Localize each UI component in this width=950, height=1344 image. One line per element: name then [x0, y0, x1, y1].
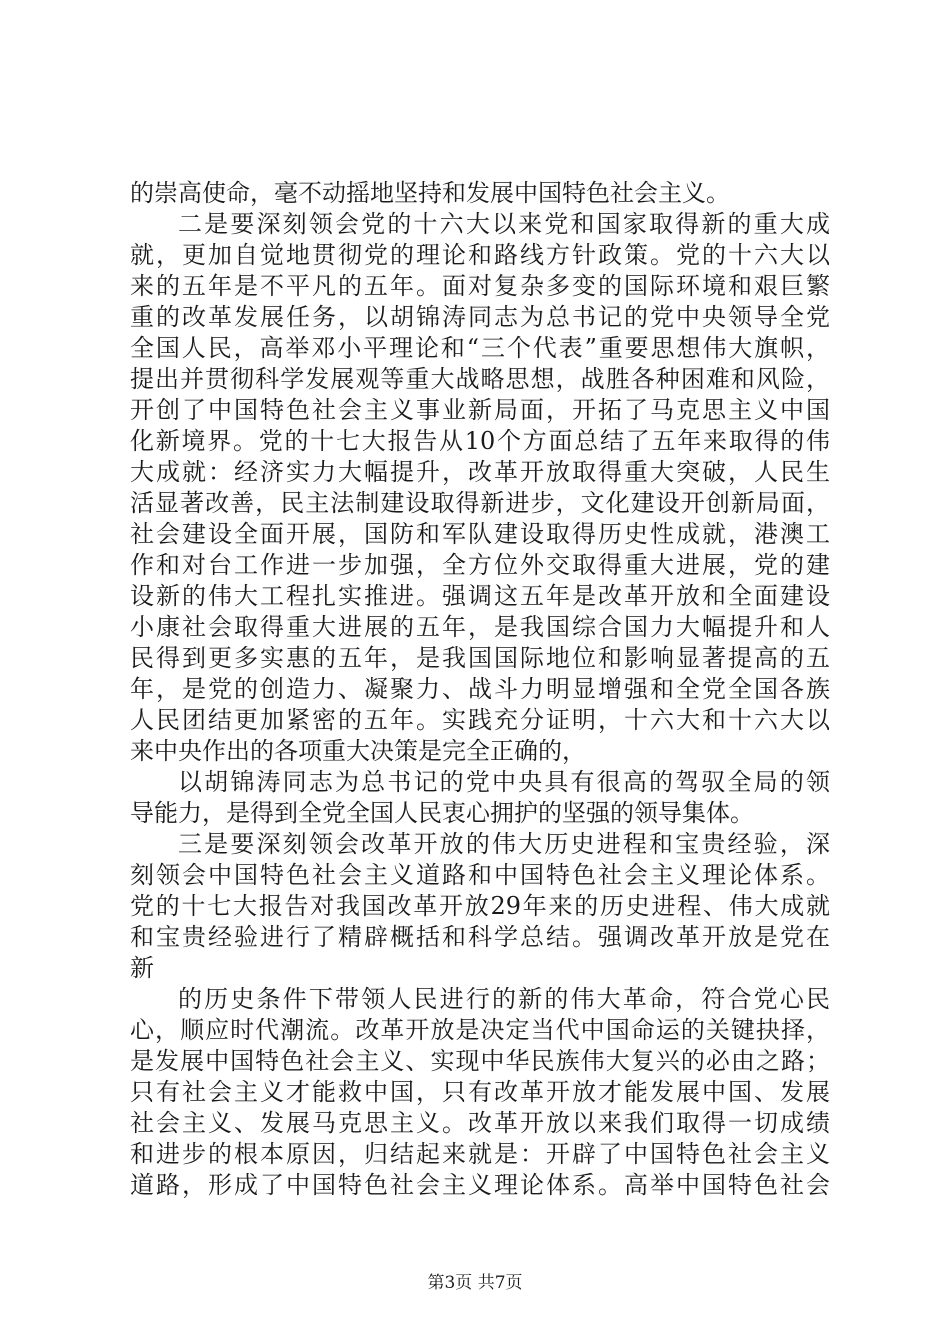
text-line: 的历史条件下带领人民进行的新的伟大革命，符合党心民: [178, 985, 830, 1013]
text-line: 全国人民，高举邓小平理论和“三个代表”重要思想伟大旗帜，: [130, 334, 830, 362]
text-line: 导能力，是得到全党全国人民衷心拥护的坚强的领导集体。: [130, 799, 754, 827]
text-line: 年，是党的创造力、凝聚力、战斗力明显增强和全党全国各族: [130, 675, 830, 703]
text-line: 只有社会主义才能救中国，只有改革开放才能发展中国、发展: [130, 1078, 830, 1106]
text-line: 社会主义、发展马克思主义。改革开放以来我们取得一切成绩: [130, 1109, 830, 1137]
text-line: 大成就：经济实力大幅提升，改革开放取得重大突破，人民生: [130, 458, 830, 486]
text-line: 来的五年是不平凡的五年。面对复杂多变的国际环境和艰巨繁: [130, 272, 830, 300]
text-line: 和进步的根本原因，归结起来就是：开辟了中国特色社会主义: [130, 1140, 830, 1168]
text-line: 和宝贵经验进行了精辟概括和科学总结。强调改革开放是党在: [130, 923, 830, 951]
text-line: 作和对台工作进一步加强，全方位外交取得重大进展，党的建: [130, 551, 830, 579]
text-line: 民得到更多实惠的五年，是我国国际地位和影响显著提高的五: [130, 644, 830, 672]
text-line: 提出并贯彻科学发展观等重大战略思想，战胜各种困难和风险，: [130, 365, 830, 393]
text-line: 道路，形成了中国特色社会主义理论体系。高举中国特色社会: [130, 1171, 830, 1199]
text-line: 社会建设全面开展，国防和军队建设取得历史性成就，港澳工: [130, 520, 830, 548]
page-number-footer: 第3页 共7页: [427, 1273, 523, 1293]
text-line: 二是要深刻领会党的十六大以来党和国家取得新的重大成: [178, 210, 830, 238]
text-line: 小康社会取得重大进展的五年，是我国综合国力大幅提升和人: [130, 613, 830, 641]
text-line: 党的十七大报告对我国改革开放29年来的历史进程、伟大成就: [130, 892, 830, 920]
text-line: 就，更加自觉地贯彻党的理论和路线方针政策。党的十六大以: [130, 241, 830, 269]
text-line: 设新的伟大工程扎实推进。强调这五年是改革开放和全面建设: [130, 582, 830, 610]
text-line: 化新境界。党的十七大报告从10个方面总结了五年来取得的伟: [130, 427, 830, 455]
text-line: 重的改革发展任务，以胡锦涛同志为总书记的党中央领导全党: [130, 303, 830, 331]
text-line: 活显著改善，民主法制建设取得新进步，文化建设开创新局面，: [130, 489, 830, 517]
text-line: 的崇高使命，毫不动摇地坚持和发展中国特色社会主义。: [130, 179, 730, 207]
text-line: 是发展中国特色社会主义、实现中华民族伟大复兴的必由之路；: [130, 1047, 830, 1075]
text-line: 开创了中国特色社会主义事业新局面，开拓了马克思主义中国: [130, 396, 830, 424]
text-line: 心，顺应时代潮流。改革开放是决定当代中国命运的关键抉择，: [130, 1016, 830, 1044]
text-line: 刻领会中国特色社会主义道路和中国特色社会主义理论体系。: [130, 861, 830, 889]
text-line: 三是要深刻领会改革开放的伟大历史进程和宝贵经验，深: [178, 830, 830, 858]
text-line: 人民团结更加紧密的五年。实践充分证明，十六大和十六大以: [130, 706, 830, 734]
text-line: 来中央作出的各项重大决策是完全正确的，: [130, 737, 586, 765]
text-line: 新: [130, 954, 154, 982]
text-line: 以胡锦涛同志为总书记的党中央具有很高的驾驭全局的领: [178, 768, 830, 796]
